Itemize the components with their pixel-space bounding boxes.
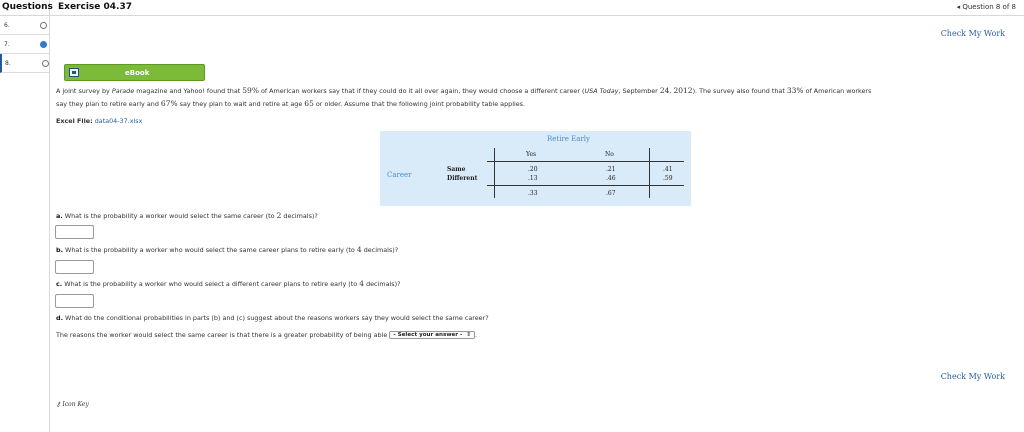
question-d-sentence: The reasons the worker would select the same career is that there is a greater probability of being able - Select your answer - ⇕ . <box>56 331 478 339</box>
question-navigator <box>0 0 53 432</box>
table-rule-bottom <box>487 185 684 186</box>
table-row-different: Different <box>447 175 478 182</box>
excel-file-label: Excel File: <box>56 117 93 125</box>
table-rule-left <box>494 148 495 198</box>
icon-key[interactable]: ⚷ Icon Key <box>56 401 89 408</box>
question-item-8[interactable] <box>0 54 49 73</box>
cell-different-total: .59 <box>663 175 673 182</box>
question-counter[interactable]: ◂ Question 8 of 8 <box>956 3 1016 11</box>
question-number: 6. <box>4 22 10 29</box>
question-a: a. What is the probability a worker would select the same career (to 2 decimals)? <box>56 211 318 220</box>
cell-different-no: .46 <box>606 175 616 182</box>
excel-file-link[interactable]: data04-37.xlsx <box>94 117 143 125</box>
status-answered-icon <box>40 41 47 48</box>
exercise-header <box>50 0 1024 16</box>
cell-total-no: .67 <box>606 190 616 197</box>
question-item-6[interactable] <box>0 16 49 35</box>
status-empty-icon <box>40 22 47 29</box>
problem-intro-line-2: say they plan to retire early and 67% say they plan to wait and retire at age 65 or older. Assume that the following joint probability table applies. <box>56 99 526 108</box>
excel-file-row <box>56 117 142 125</box>
cell-total-yes: .33 <box>528 190 538 197</box>
ebook-icon <box>69 68 79 77</box>
questions-heading: Questions <box>0 0 49 16</box>
table-rule-top <box>487 161 684 162</box>
status-empty-icon <box>42 60 49 67</box>
answer-a-input[interactable] <box>55 225 94 239</box>
answer-c-input[interactable] <box>55 294 94 308</box>
question-number: 7. <box>4 41 10 48</box>
cell-same-yes: .20 <box>528 166 538 173</box>
key-icon: ⚷ <box>56 401 61 408</box>
cell-same-no: .21 <box>606 166 616 173</box>
cell-same-total: .41 <box>663 166 673 173</box>
table-rule-right <box>649 148 650 198</box>
question-b: b. What is the probability a worker who would select the same career plans to retire early (to 4 decimals)? <box>56 245 399 254</box>
check-my-work-bottom-link[interactable]: Check My Work <box>940 372 1005 381</box>
ebook-button[interactable] <box>64 64 205 81</box>
check-my-work-top-link[interactable]: Check My Work <box>940 29 1005 38</box>
table-row-group-title: Career <box>387 171 412 179</box>
question-item-7[interactable] <box>0 35 49 54</box>
joint-probability-table <box>380 131 691 206</box>
question-c: c. What is the probability a worker who would select a different career plans to retire early (to 4 decimals)? <box>56 279 401 288</box>
table-column-group-title: Retire Early <box>547 135 591 143</box>
answer-d-select[interactable]: - Select your answer - ⇕ <box>389 331 475 339</box>
question-d: d. What do the conditional probabilities in parts (b) and (c) suggest about the reasons workers say they would select the same career? <box>56 314 489 322</box>
updown-chevron-icon: ⇕ <box>466 332 472 338</box>
table-col-yes: Yes <box>526 151 537 158</box>
question-number: 8. <box>5 60 11 67</box>
problem-intro-line-1: A joint survey by Parade magazine and Yahoo! found that 59% of American workers say that if they could do it all over again, they would choose a different career (USA Today, September 24, 2012). The survey also found that 33% of American workers <box>56 86 872 95</box>
exercise-title: Exercise 04.37 <box>58 2 132 12</box>
ebook-label: eBook <box>125 69 150 77</box>
table-row-same: Same <box>447 166 466 173</box>
answer-b-input[interactable] <box>55 260 94 274</box>
cell-different-yes: .13 <box>528 175 538 182</box>
table-col-no: No <box>605 151 614 158</box>
